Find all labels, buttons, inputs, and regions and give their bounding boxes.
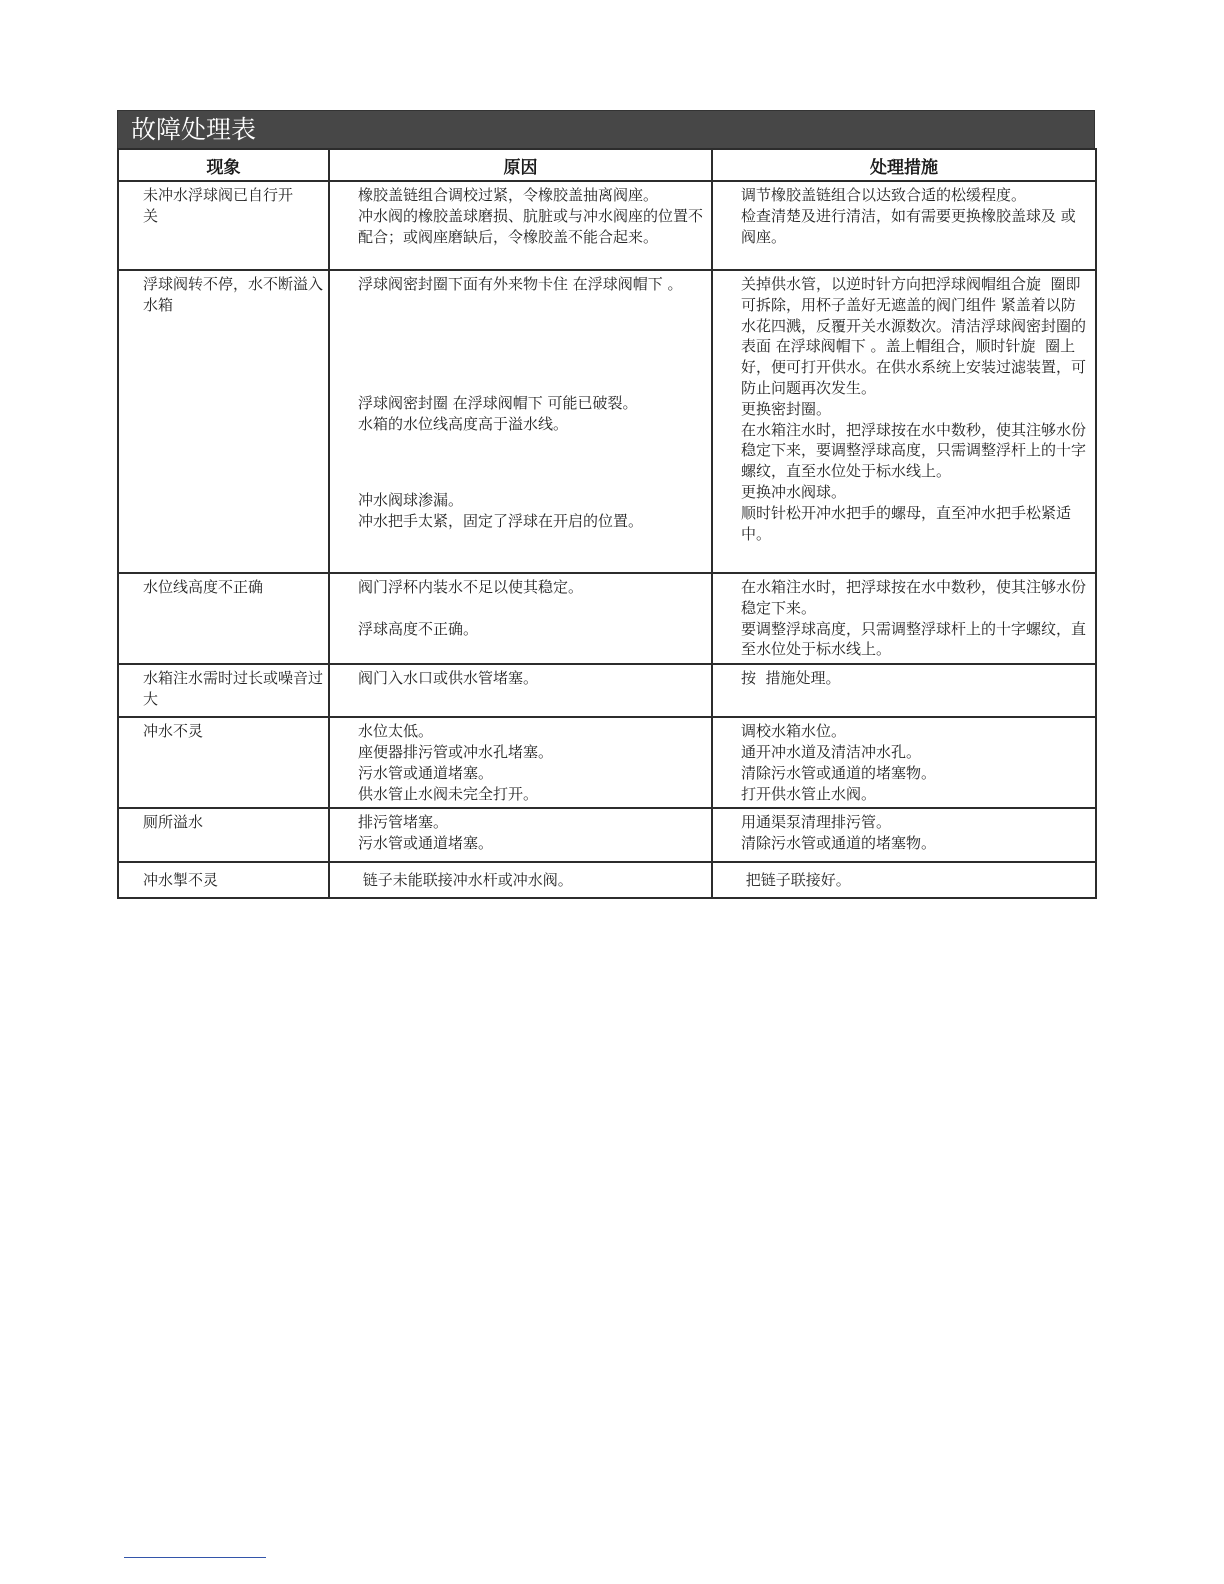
symptom-cell bbox=[118, 808, 329, 862]
symptom-text: 水位线高度不正确 bbox=[143, 578, 264, 596]
symptom-cell bbox=[118, 862, 329, 898]
solution-text: 清除污水管或通道的堵塞物。 bbox=[741, 834, 937, 853]
solution-cell bbox=[712, 181, 1096, 270]
cause-cell bbox=[329, 664, 712, 717]
table-row bbox=[118, 862, 1096, 898]
cause-cell bbox=[329, 717, 712, 808]
symptom-text: 厕所溢水 bbox=[143, 813, 204, 832]
solution-text: 调节橡胶盖链组合以达致合适的松缓程度。 bbox=[741, 186, 1027, 204]
solution-text: 顺时针松开冲水把手的螺母，直至冲水把手松紧适中。 bbox=[741, 503, 1072, 543]
cause-text: 供水管止水阀未完全打开。 bbox=[358, 784, 539, 803]
symptom-text: 冲水掣不灵 bbox=[143, 870, 219, 889]
solution-cell bbox=[712, 862, 1096, 898]
header-solution: 处理措施 bbox=[712, 149, 1096, 181]
header-row bbox=[118, 149, 1096, 181]
symptom-cell bbox=[118, 664, 329, 717]
cause-cell bbox=[329, 573, 712, 664]
solution-text: 要调整浮球高度，只需调整浮球杆上的十字螺纹，直至水位处于标水线上。 bbox=[741, 619, 1087, 659]
cause-text: 水位太低。 bbox=[358, 722, 434, 741]
table-row bbox=[118, 270, 1096, 573]
troubleshooting-table bbox=[117, 148, 1097, 899]
cause-cell bbox=[329, 808, 712, 862]
cause-text: 排污管堵塞。 bbox=[358, 813, 449, 832]
solution-text: 用通渠泵清理排污管。 bbox=[741, 813, 892, 832]
cause-text: 冲水阀的橡胶盖球磨损、肮脏或与冲水阀座的位置不配合；或阀座磨缺后，令橡胶盖不能合起来。 bbox=[358, 206, 704, 246]
solution-text: 调校水箱水位。 bbox=[741, 722, 847, 741]
cause-text: 座便器排污管或冲水孔堵塞。 bbox=[358, 742, 554, 761]
solution-cell bbox=[712, 664, 1096, 717]
table-row bbox=[118, 717, 1096, 808]
symptom-text: 未冲水浮球阀已自行开 关 bbox=[143, 186, 294, 225]
solution-text: 关掉供水管，以逆时针方向把浮球阀帽组合旋 圈即可拆除，用杯子盖好无遮盖的阀门组件 紧盖着以防水花四溅，反覆开关水源数次。清洁浮球阀密封圈的表面 在浮球阀帽下 。盖上帽组合，顺时针旋 圈上好，便可打开供水。在供水系统上安装过滤装置，可防止问题再次发生。 bbox=[741, 275, 1087, 397]
header-cause: 原因 bbox=[329, 149, 712, 181]
footnote-divider bbox=[124, 1557, 266, 1558]
solution-cell bbox=[712, 573, 1096, 664]
cause-text: 冲水阀球渗漏。 bbox=[358, 491, 464, 510]
solution-text: 把链子联接好。 bbox=[741, 870, 851, 889]
cause-text: 链子未能联接冲水杆或冲水阀。 bbox=[358, 870, 573, 889]
cause-text: 冲水把手太紧，固定了浮球在开启的位置。 bbox=[358, 512, 644, 531]
solution-text: 打开供水管止水阀。 bbox=[741, 784, 877, 803]
header-symptom: 现象 bbox=[118, 149, 329, 181]
solution-text: 更换冲水阀球。 bbox=[741, 482, 847, 501]
solution-text: 更换密封圈。 bbox=[741, 399, 832, 418]
cause-text: 阀门入水口或供水管堵塞。 bbox=[358, 669, 539, 688]
symptom-text: 冲水不灵 bbox=[143, 722, 204, 741]
cause-text: 浮球阀密封圈 在浮球阀帽下 可能已破裂。 bbox=[358, 393, 638, 412]
solution-cell bbox=[712, 808, 1096, 862]
solution-text: 清除污水管或通道的堵塞物。 bbox=[741, 763, 937, 782]
symptom-text: 浮球阀转不停，水不断溢入水箱 bbox=[143, 275, 324, 314]
solution-cell bbox=[712, 270, 1096, 573]
symptom-cell bbox=[118, 181, 329, 270]
table-row bbox=[118, 181, 1096, 270]
solution-text: 检查清楚及进行清洁，如有需要更换橡胶盖球及 或阀座。 bbox=[741, 206, 1076, 246]
troubleshooting-sheet bbox=[117, 110, 1095, 899]
cause-text: 阀门浮杯内装水不足以使其稳定。 bbox=[358, 578, 584, 596]
cause-cell bbox=[329, 862, 712, 898]
symptom-cell bbox=[118, 270, 329, 573]
symptom-text: 水箱注水需时过长或噪音过大 bbox=[143, 669, 324, 708]
table-row bbox=[118, 664, 1096, 717]
solution-text: 在水箱注水时，把浮球按在水中数秒，使其注够水份稳定下来。 bbox=[741, 578, 1087, 617]
solution-cell bbox=[712, 717, 1096, 808]
table-title: 故障处理表 bbox=[117, 110, 1095, 148]
symptom-cell bbox=[118, 573, 329, 664]
cause-text: 浮球阀密封圈下面有外来物卡住 在浮球阀帽下 。 bbox=[358, 275, 683, 293]
symptom-cell bbox=[118, 717, 329, 808]
cause-text: 污水管或通道堵塞。 bbox=[358, 763, 494, 782]
table-row bbox=[118, 573, 1096, 664]
cause-cell bbox=[329, 181, 712, 270]
cause-text: 污水管或通道堵塞。 bbox=[358, 834, 494, 853]
cause-text: 橡胶盖链组合调校过紧，令橡胶盖抽离阀座。 bbox=[358, 186, 659, 204]
solution-text: 按 措施处理。 bbox=[741, 669, 841, 688]
solution-text: 在水箱注水时，把浮球按在水中数秒，使其注够水份稳定下来，要调整浮球高度，只需调整浮杆上的十字螺纹，直至水位处于标水线上。 bbox=[741, 420, 1087, 481]
cause-text: 水箱的水位线高度高于溢水线。 bbox=[358, 414, 569, 433]
cause-text: 浮球高度不正确。 bbox=[358, 619, 479, 638]
solution-text: 通开冲水道及清洁冲水孔。 bbox=[741, 742, 922, 761]
cause-cell bbox=[329, 270, 712, 573]
table-row bbox=[118, 808, 1096, 862]
